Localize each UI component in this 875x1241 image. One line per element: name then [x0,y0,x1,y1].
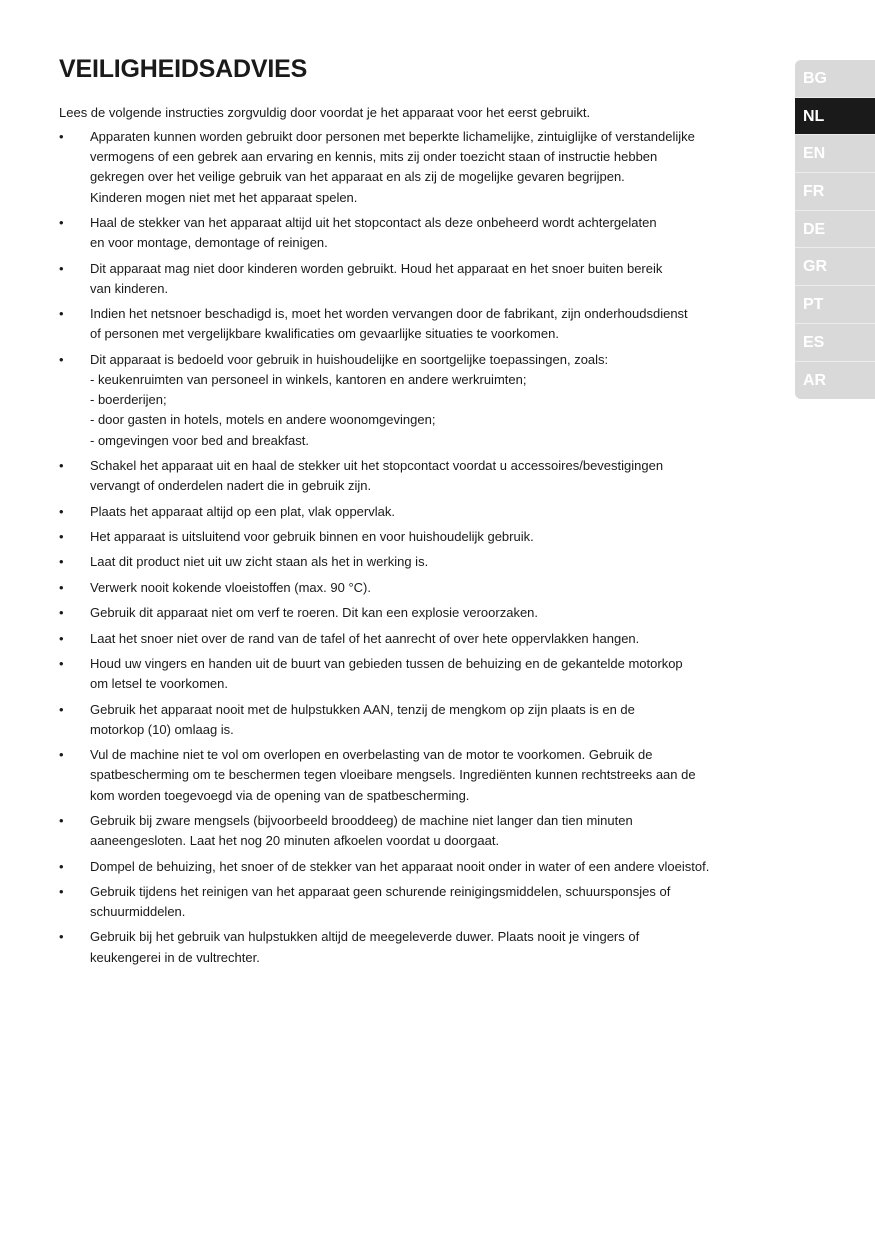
list-item-text: Apparaten kunnen worden gebruikt door personen met beperkte lichamelijke, zintuiglijke of verstandelijke vermogens of een gebrek aan ervaring en kennis, mits zij onder toezicht staan of instructie hebben gekregen over het veilige gebruik van het apparaat en als zij de mogelijke gevaren begrijpen. Kinderen mogen niet met het apparaat spelen. [90,129,695,205]
bullet-icon: • [59,605,64,621]
list-item-text: Verwerk nooit kokende vloeistoffen (max. 90 °C). [90,579,371,595]
list-item [59,882,787,922]
list-item-text: Gebruik dit apparaat niet om verf te roeren. Dit kan een explosie veroorzaken. [90,605,539,621]
list-item-text: Gebruik het apparaat nooit met de hulpstukken AAN, tenzij de mengkom op zijn plaats is en de motorkop (10) omlaag is. [90,701,635,737]
intro-text: Lees de volgende instructies zorgvuldig door voordat je het apparaat voor het eerst gebruikt. [59,105,591,120]
bullet-icon: • [59,306,64,322]
list-item [59,304,787,344]
language-tabs [795,60,875,399]
list-item-text: Vul de machine niet te vol om overlopen en overbelasting van de motor te voorkomen. Gebruik de spatbescherming om te beschermen tegen vloeibare mengsels. Ingrediënten kunnen rechtstreeks aan de kom worden toegevoegd via de opening van de spatbescherming. [90,747,696,803]
list-item-text: Laat dit product niet uit uw zicht staan als het in werking is. [90,554,429,570]
bullet-icon: • [59,858,64,874]
list-item-text: Houd uw vingers en handen uit de buurt van gebieden tussen de behuizing en de gekantelde motorkop om letsel te voorkomen. [90,655,683,692]
bullet-icon: • [59,129,64,144]
bullet-icon: • [59,215,64,230]
list-item [59,603,787,623]
list-item-text: Gebruik bij het gebruik van hulpstukken altijd de meegeleverde duwer. Plaats nooit je vingers of keukengerei in de vultrechter. [90,929,640,965]
list-item-text: Dit apparaat mag niet door kinderen worden gebruikt. Houd het apparaat en het snoer buiten bereik van kinderen. [90,260,663,296]
list-item [59,350,787,451]
tab-en[interactable]: EN [795,135,875,173]
list-item [59,213,787,253]
list-item-text: Laat het snoer niet over de rand van de tafel of het aanrecht of over hete oppervlakken hangen. [90,630,640,646]
list-item [59,527,787,547]
list-item [59,456,787,496]
bullet-icon: • [59,351,64,367]
tab-pt[interactable]: PT [795,286,875,324]
list-item [59,127,787,208]
list-item-text: Dit apparaat is bedoeld voor gebruik in huishoudelijke en soortgelijke toepassingen, zoals: - keukenruimten van personeel in winkels, kantoren en andere werkruimten; - boerderijen; - door gasten in hotels, motels en andere woonomgevingen; - omgevingen voor bed and breakfast. [90,351,609,448]
bullet-icon: • [59,579,64,595]
safety-list [59,127,787,968]
list-item [59,552,787,572]
list-item [59,700,787,740]
list-item [59,629,787,649]
tab-nl[interactable]: NL [795,98,875,136]
bullet-icon: • [59,701,64,717]
list-item-text: Plaats het apparaat altijd op een plat, vlak oppervlak. [90,503,395,519]
bullet-icon: • [59,812,64,828]
bullet-icon: • [59,929,64,945]
bullet-icon: • [59,554,64,570]
tab-de[interactable]: DE [795,211,875,249]
document-content [59,52,787,973]
list-item [59,857,787,877]
bullet-icon: • [59,630,64,646]
list-item-text: Het apparaat is uitsluitend voor gebruik binnen en voor huishoudelijk gebruik. [90,528,534,544]
tab-fr[interactable]: FR [795,173,875,211]
bullet-icon: • [59,260,64,276]
bullet-icon: • [59,528,64,544]
list-item-text: Gebruik tijdens het reinigen van het apparaat geen schurende reinigingsmiddelen, schuursponsjes of schuurmiddelen. [90,883,671,920]
bullet-icon: • [59,457,64,473]
bullet-icon: • [59,883,64,899]
list-item-text: Haal de stekker van het apparaat altijd uit het stopcontact als deze onbeheerd wordt achtergelaten en voor montage, demontage of reinigen. [90,215,657,251]
list-item-text: Indien het netsnoer beschadigd is, moet het worden vervangen door de fabrikant, zijn onderhoudsdienst of personen met vergelijkbare kwalificaties om gevaarlijke situaties te voorkomen. [90,306,688,342]
list-item [59,927,787,967]
list-item [59,578,787,598]
tab-es[interactable]: ES [795,324,875,362]
tab-gr[interactable]: GR [795,248,875,286]
list-item-text: Dompel de behuizing, het snoer of de stekker van het apparaat nooit onder in water of een andere vloeistof. [90,858,710,874]
tab-bg[interactable]: BG [795,60,875,98]
bullet-icon: • [59,503,64,519]
list-item [59,259,787,299]
bullet-icon: • [59,655,64,671]
bullet-icon: • [59,747,64,763]
list-item [59,654,787,694]
tab-ar[interactable]: AR [803,371,827,389]
list-item [59,745,787,806]
list-item-text: Gebruik bij zware mengsels (bijvoorbeeld brooddeeg) de machine niet langer dan tien minuten aaneengesloten. Laat het nog 20 minuten afkoelen voordat u doorgaat. [90,812,633,849]
list-item-text: Schakel het apparaat uit en haal de stekker uit het stopcontact voordat u accessoires/bevestigingen vervangt of onderdelen nadert die in gebruik zijn. [90,457,664,494]
list-item [59,811,787,851]
list-item [59,502,787,522]
page-title: VEILIGHEIDSADVIES [59,55,308,83]
